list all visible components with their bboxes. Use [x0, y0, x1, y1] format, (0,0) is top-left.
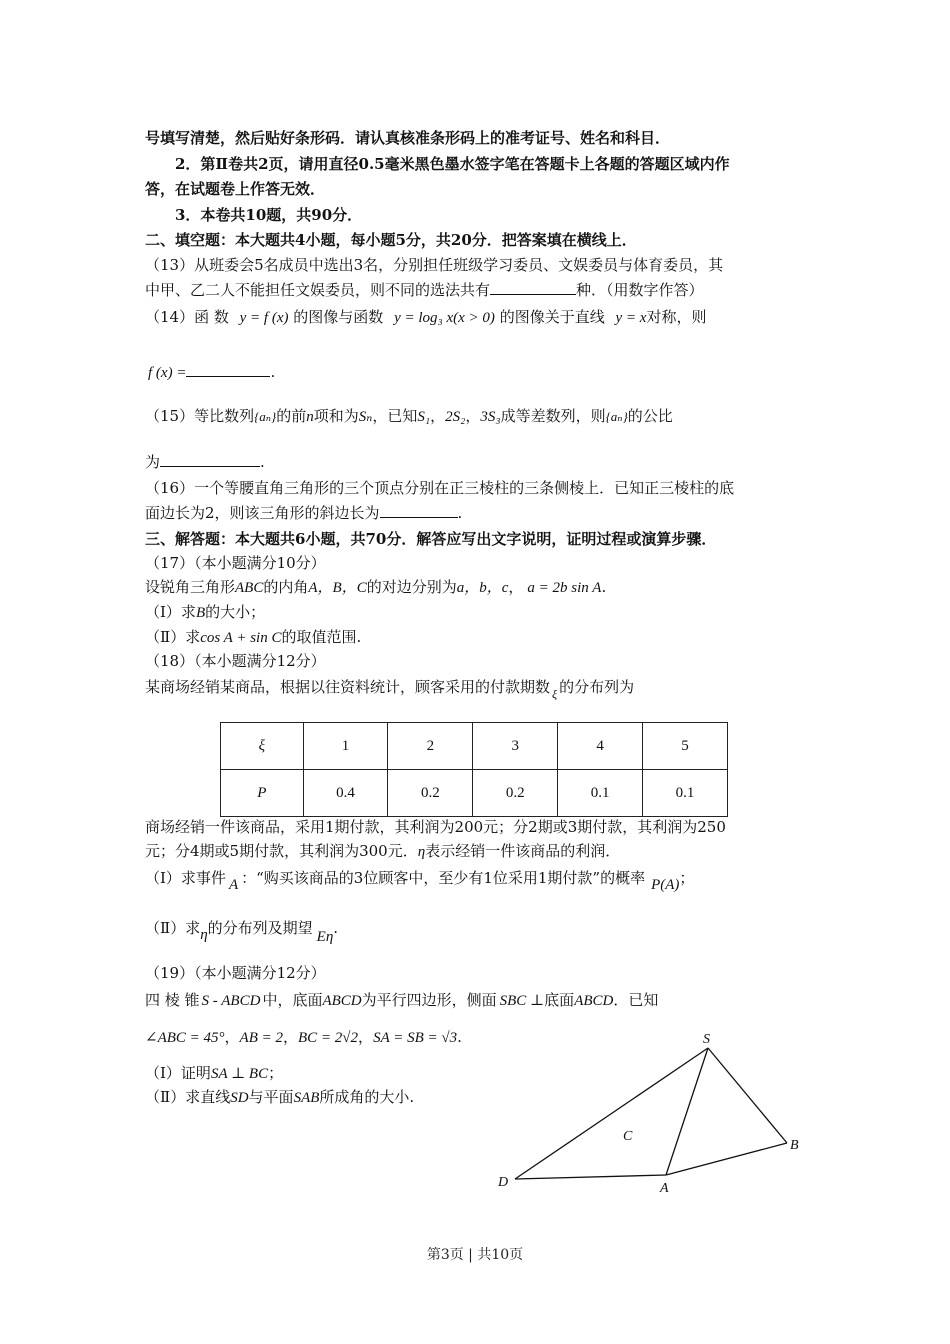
q19-base: ABCD: [322, 993, 362, 1009]
q17-part1-text-2: 的大小；: [205, 603, 266, 621]
q15-text-2: 的前: [276, 407, 307, 425]
q15-text-5: 成等差数列，则: [500, 407, 606, 425]
q19-perp: SBC ⊥: [499, 993, 545, 1009]
q19-text-4: 底面: [544, 991, 575, 1009]
edge-ab: [666, 1143, 787, 1175]
q17-text-1: 设锐角三角形: [145, 578, 236, 596]
table-cell: 2: [388, 723, 473, 770]
q17-part2-text-1: （Ⅱ）求: [145, 628, 201, 646]
q17-line-1: [145, 577, 606, 598]
q17-part-1: [145, 602, 265, 623]
q15-line-2: [145, 452, 265, 472]
q17-part1-b: B: [195, 605, 206, 621]
label-s: S: [703, 1032, 710, 1047]
q19-heading: （19）（本小题满分12分）: [145, 964, 326, 982]
table-cell: P: [221, 770, 304, 817]
distribution-table: [220, 722, 728, 817]
q14-answer-blank[interactable]: [186, 362, 270, 377]
q15-text-4: ，已知: [372, 407, 418, 425]
table-row: [221, 770, 728, 817]
q13-text-2: 种．（用数字作答）: [576, 281, 704, 299]
q18-part2-eta: η: [200, 927, 208, 943]
q13-text-1: 中甲、乙二人不能担任文娱委员，则不同的选法共有: [145, 281, 491, 299]
q19-text-2: 中，底面: [262, 991, 323, 1009]
q19-part1-formula: SA ⊥ BC: [210, 1066, 269, 1082]
table-cell: 0.2: [388, 770, 473, 817]
q17-comma: ，: [508, 578, 524, 596]
label-b: B: [790, 1138, 799, 1153]
q19-part2-sab: SAB: [293, 1090, 320, 1106]
q19-pyramid: S - ABCD: [201, 993, 261, 1009]
q13-line-1: （13）从班委会5名成员中选出3名，分别担任班级学习委员、文娱委员与体育委员，其: [145, 256, 724, 274]
q18-line-2: 商场经销一件该商品，采用1期付款，其利润为200元；分2期或3期付款，其利润为250: [145, 818, 726, 836]
q19-base-2: ABCD: [574, 993, 614, 1009]
q14-text-4: 对称，则: [646, 308, 707, 326]
q18-part2-text-2: 的分布列及期望: [207, 919, 313, 937]
q18-part1-semicolon: ；: [679, 869, 695, 887]
q18-eta: η: [417, 844, 426, 860]
q17-part1-text-1: （Ⅰ）求: [145, 603, 196, 621]
label-c: C: [623, 1129, 633, 1144]
q19-part2-sd: SD: [230, 1090, 249, 1106]
q17-period: .: [601, 578, 607, 596]
q19-part2-text-2: 与平面: [248, 1088, 294, 1106]
q14-period: .: [270, 363, 276, 381]
q15-period: .: [260, 453, 265, 471]
table-cell: 1: [303, 723, 388, 770]
q18-part1-a: A: [228, 877, 239, 893]
q18-part2-text-1: （Ⅱ）求: [145, 919, 201, 937]
pyramid-figure: [490, 1025, 820, 1200]
q17-sides: a，b，c: [456, 580, 509, 596]
section-3-heading: 三、解答题：本大题共6小题，共70分．解答应写出文字说明，证明过程或演算步骤．: [145, 530, 717, 548]
q14-text-3: 的图像关于直线: [499, 308, 605, 326]
note-line-2: 2．第Ⅱ卷共2页，请用直径0.5毫米黑色墨水签字笔在答题卡上各题的答题区域内作: [175, 155, 730, 173]
q17-angles: A，B，C: [308, 580, 367, 596]
q19-angle: ∠ABC = 45°: [145, 1030, 225, 1046]
q13-answer-blank[interactable]: [490, 280, 576, 295]
section-2-heading: 二、填空题：本大题共4小题，每小题5分，共20分．把答案填在横线上．: [145, 231, 637, 249]
table-cell: ξ: [221, 723, 304, 770]
q19-text-5: ．已知: [613, 991, 659, 1009]
q19-part-2: [145, 1087, 414, 1108]
q19-period: .: [457, 1028, 462, 1046]
label-d: D: [498, 1175, 509, 1190]
q17-abc: ABC: [235, 580, 264, 596]
q16-text: 面边长为2，则该三角形的斜边长为: [145, 504, 380, 522]
q15-line-1: [145, 406, 673, 427]
q19-line-1: [145, 990, 658, 1011]
q14-formula-fx: f (x) =: [148, 365, 187, 381]
q18-part-1: [145, 868, 695, 893]
q18-line-1: [145, 677, 635, 701]
q19-comma-3: ，: [358, 1028, 374, 1046]
note-line-1: 号填写清楚，然后贴好条形码．请认真核准条形码上的准考证号、姓名和科目．: [145, 129, 671, 147]
q18-part2-period: .: [333, 919, 339, 937]
q15-text-7: 为: [145, 453, 161, 471]
q15-comma-1: ，: [430, 407, 446, 425]
table-cell: 4: [558, 723, 643, 770]
q18-part-2: [145, 918, 339, 945]
q18-part2-expect: Eη: [316, 929, 334, 945]
q16-line-2: [145, 503, 462, 523]
q19-comma-1: ，: [224, 1028, 240, 1046]
table-cell: 0.2: [473, 770, 558, 817]
q15-n: n: [306, 409, 314, 425]
q18-text-1: 某商场经销某商品，根据以往资料统计，顾客采用的付款期数: [145, 678, 551, 696]
edge-sb: [708, 1048, 787, 1143]
edge-sd: [515, 1048, 708, 1179]
table-cell: 0.4: [303, 770, 388, 817]
q19-sa-sb: SA = SB = √3: [373, 1030, 458, 1046]
q19-part2-text-3: 所成角的大小.: [319, 1088, 415, 1106]
q15-answer-blank[interactable]: [160, 452, 260, 467]
edge-sa: [666, 1048, 708, 1175]
q18-xi: ξ: [552, 687, 558, 701]
q14-line-2: [148, 362, 275, 383]
q16-answer-blank[interactable]: [380, 503, 458, 518]
note-line-4: 3．本卷共10题，共90分．: [175, 206, 363, 224]
q15-s1: S₁: [417, 409, 431, 425]
q19-text-3: 为平行四边形，侧面: [361, 991, 497, 1009]
q16-line-1: （16）一个等腰直角三角形的三个顶点分别在正三棱柱的三条侧棱上．已知正三棱柱的底: [145, 479, 735, 497]
q14-formula-f: y = f (x): [239, 310, 289, 326]
q15-2s2: 2S₂: [445, 409, 466, 425]
q17-text-3: 的对边分别为: [366, 578, 457, 596]
q13-line-2: [145, 280, 704, 300]
q19-bc: BC = 2√2: [298, 1030, 359, 1046]
q17-part2-text-2: 的取值范围.: [281, 628, 362, 646]
q14-line-1: [145, 307, 706, 328]
q18-part1-text-2: ：“购买该商品的3位顾客中，至少有1位采用1期付款”的概率: [241, 869, 646, 887]
q15-text-3: 项和为: [313, 407, 359, 425]
q15-text-6: 的公比: [627, 407, 673, 425]
q19-line-2: [145, 1027, 462, 1048]
q14-formula-line: y = x: [615, 310, 647, 326]
q15-comma-2: ，: [465, 407, 481, 425]
edge-da: [515, 1175, 666, 1179]
q14-text-1: （14）函 数: [145, 308, 229, 326]
q18-line-3: [145, 841, 620, 862]
q17-heading: （17）（本小题满分10分）: [145, 554, 326, 572]
table-row: [221, 723, 728, 770]
q14-text-2: 的图像与函数: [293, 308, 384, 326]
q19-ab: AB = 2: [239, 1030, 283, 1046]
q18-text-2: 的分布列为: [559, 678, 635, 696]
note-line-3: 答，在试题卷上作答无效．: [145, 180, 326, 198]
q19-part2-text-1: （Ⅱ）求直线: [145, 1088, 231, 1106]
q15-3s3: 3S₃: [480, 409, 501, 425]
page-footer: 第3页 | 共10页: [426, 1247, 524, 1263]
q17-part2-formula: cos A + sin C: [200, 630, 282, 646]
q19-part1-semicolon: ；: [268, 1064, 284, 1082]
q17-formula: a = 2b sin A: [527, 580, 602, 596]
q15-text-1: （15）等比数列: [145, 407, 255, 425]
q18-heading: （18）（本小题满分12分）: [145, 652, 326, 670]
q14-formula-log: y = log₃ x(x > 0): [394, 310, 495, 326]
table-cell: 3: [473, 723, 558, 770]
table-cell: 0.1: [558, 770, 643, 817]
q17-part-2: [145, 627, 361, 648]
table-cell: 0.1: [643, 770, 728, 817]
q18-text-4: 表示经销一件该商品的利润．: [425, 842, 621, 860]
q15-sn: Sₙ: [358, 409, 373, 425]
q18-part1-prob: P(A): [651, 877, 680, 893]
table-cell: 5: [643, 723, 728, 770]
q15-seq-a-2: {aₙ}: [605, 409, 628, 424]
q19-part1-text: （Ⅰ）证明: [145, 1064, 211, 1082]
q15-seq-a: {aₙ}: [254, 409, 277, 424]
q17-text-2: 的内角: [263, 578, 309, 596]
q19-text-1: 四 棱 锥: [145, 991, 200, 1009]
q19-part-1: [145, 1063, 283, 1084]
q19-comma-2: ，: [283, 1028, 299, 1046]
q16-period: .: [457, 504, 463, 522]
q18-part1-text-1: （Ⅰ）求事件: [145, 869, 226, 887]
q18-text-3: 元；分4期或5期付款，其利润为300元．: [145, 842, 418, 860]
label-a: A: [660, 1181, 669, 1196]
